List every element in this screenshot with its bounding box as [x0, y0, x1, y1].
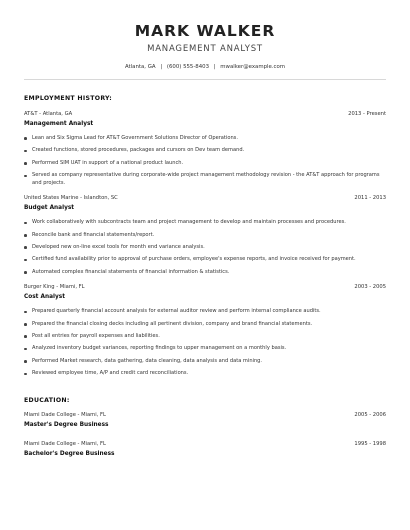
- education-list: [24, 411, 386, 459]
- education-header-row: [24, 440, 386, 448]
- job-bullet-text: Post all entries for payroll expenses and liabilities.: [32, 333, 160, 340]
- bullet-dot-icon: [24, 271, 27, 274]
- job-bullets: [24, 135, 386, 187]
- bullet-dot-icon: [24, 311, 27, 314]
- contact-line: [24, 63, 386, 71]
- job-bullet: [24, 358, 386, 366]
- job-bullet-text: Performed SIM UAT in support of a national product launch.: [32, 159, 184, 166]
- education-school: Miami Dade College - Miami, FL: [24, 440, 106, 447]
- job-entry: [24, 110, 386, 187]
- bullet-dot-icon: [24, 373, 27, 376]
- job-bullet-text: Analyzed inventory budget variances, reporting findings to upper management on a monthly basis.: [32, 345, 287, 352]
- job-bullets: [24, 308, 386, 377]
- job-dates: 2013 - Present: [348, 111, 386, 117]
- bullet-dot-icon: [24, 234, 27, 237]
- job-dates: 2003 - 2005: [354, 284, 386, 291]
- job-bullet-text: Served as company representative during corporate-wide project management methodology revision - the AT&T approach for programs and projects.: [32, 172, 380, 186]
- job-bullet: [24, 256, 386, 264]
- header-divider: [24, 79, 386, 80]
- bullet-dot-icon: [24, 222, 27, 225]
- bullet-dot-icon: [24, 150, 27, 153]
- education-degree: Master's Degree Business: [24, 421, 109, 428]
- job-entry: [24, 194, 386, 276]
- bullet-dot-icon: [24, 246, 27, 249]
- job-bullet: [24, 345, 386, 353]
- job-employer: United States Marine - Islandton, SC: [24, 195, 118, 202]
- job-bullet: [24, 269, 386, 277]
- bullet-dot-icon: [24, 360, 27, 363]
- education-dates: 2005 - 2006: [354, 411, 386, 418]
- job-bullet-text: Certified fund availability prior to approval of purchase orders, employee's expense reports, and invoice received for payment.: [32, 256, 356, 263]
- job-bullet: [24, 232, 386, 240]
- job-header-row: [24, 283, 386, 291]
- job-bullet: [24, 321, 386, 329]
- job-bullet-text: Lean and Six Sigma Lead for AT&T Government Solutions Director of Operations.: [32, 135, 238, 141]
- job-bullet: [24, 160, 386, 168]
- job-bullets: [24, 219, 386, 276]
- job-bullet-text: Work collaboratively with subcontracts team and project management to develop and maintain processes and procedures.: [32, 219, 346, 226]
- job-entry: [24, 283, 386, 377]
- job-bullet: [24, 333, 386, 341]
- bullet-dot-icon: [24, 348, 27, 351]
- job-bullet: [24, 147, 386, 155]
- contact-phone: (600) 555-8403: [166, 64, 210, 70]
- education-degree: Bachelor's Degree Business: [24, 450, 115, 457]
- education-header-row: [24, 411, 386, 419]
- job-bullet-text: Prepared quarterly financial account analysis for external auditor review and perform internal compliance audits.: [32, 308, 321, 315]
- job-title: Budget Analyst: [24, 205, 75, 212]
- job-title: Cost Analyst: [24, 294, 65, 301]
- job-bullet-text: Prepared the financial closing decks including all pertinent division, company and brand financial statements.: [32, 320, 313, 327]
- job-bullet-text: Developed new on-line excel tools for month end variance analysis.: [32, 243, 205, 250]
- bullet-dot-icon: [24, 335, 27, 338]
- employment-heading: EMPLOYMENT HISTORY:: [24, 95, 113, 102]
- job-bullet: [24, 172, 386, 187]
- job-bullet: [24, 135, 386, 143]
- job-dates: 2011 - 2013: [354, 195, 386, 202]
- job-bullet-text: Reviewed employee time, A/P and credit card reconciliations.: [32, 370, 189, 377]
- education-heading: EDUCATION:: [24, 396, 70, 404]
- job-bullet-text: Created functions, stored procedures, packages and cursors on Dev team demand.: [32, 147, 245, 154]
- education-entry: [24, 440, 386, 459]
- job-bullet: [24, 308, 386, 316]
- education-dates: 1995 - 1998: [354, 440, 386, 447]
- job-bullet: [24, 219, 386, 227]
- candidate-name: MARK WALKER: [134, 22, 276, 40]
- job-bullet-text: Reconcile bank and financial statements/report.: [32, 231, 155, 238]
- job-employer: Burger King - Miami, FL: [24, 284, 85, 291]
- bullet-dot-icon: [24, 162, 27, 165]
- job-header-row: [24, 194, 386, 202]
- job-bullet: [24, 370, 386, 378]
- job-header-row: [24, 110, 386, 118]
- contact-separator: |: [213, 64, 216, 70]
- contact-separator: |: [160, 64, 163, 70]
- contact-location: Atlanta, GA: [124, 64, 156, 70]
- job-title: Management Analyst: [24, 121, 94, 127]
- bullet-dot-icon: [24, 175, 27, 178]
- job-bullet: [24, 244, 386, 252]
- candidate-title: MANAGEMENT ANALYST: [147, 44, 263, 54]
- bullet-dot-icon: [24, 137, 27, 140]
- education-school: Miami Dade College - Miami, FL: [24, 411, 106, 418]
- job-bullet-text: Automated complex financial statements of financial information & statistics.: [32, 268, 230, 275]
- bullet-dot-icon: [24, 323, 27, 326]
- contact-email[interactable]: mwalker@example.com: [220, 64, 286, 70]
- bullet-dot-icon: [24, 259, 27, 262]
- employment-list: [24, 110, 386, 378]
- education-entry: [24, 411, 386, 430]
- job-bullet-text: Performed Market research, data gathering, data cleaning, data analysis and data mining.: [32, 357, 263, 364]
- job-employer: AT&T - Atlanta, GA: [24, 111, 73, 117]
